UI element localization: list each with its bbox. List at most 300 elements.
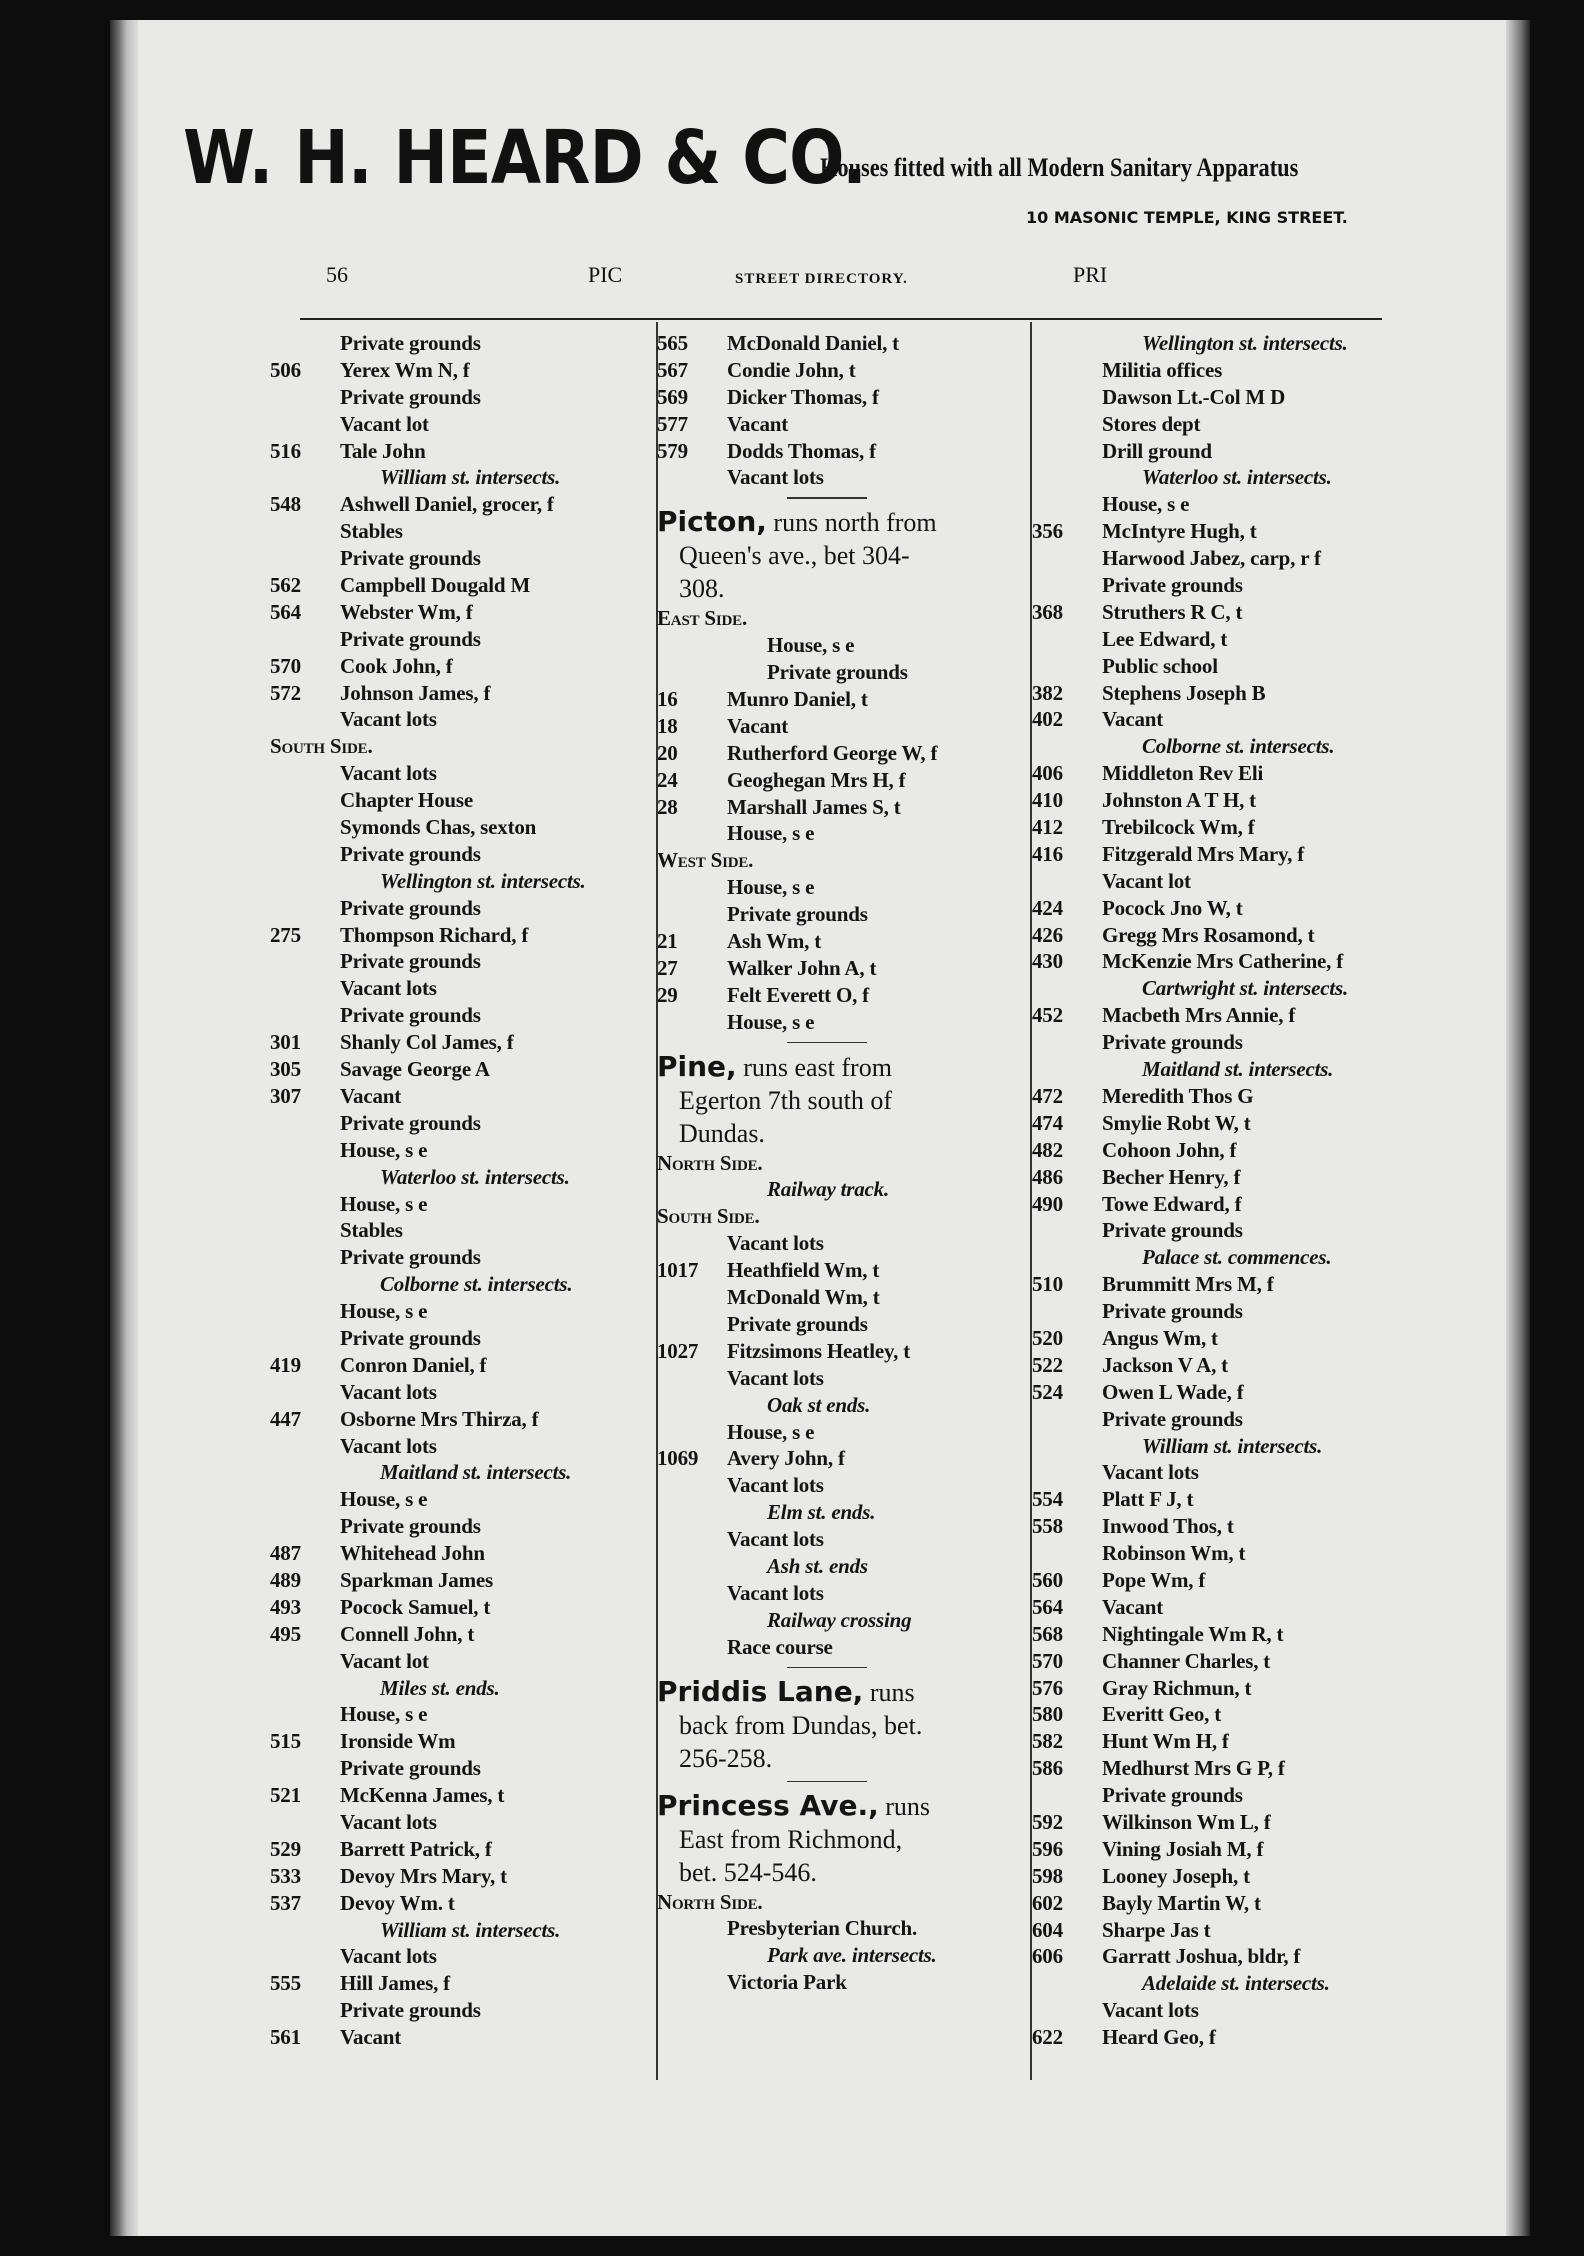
house-number: 560 [1032, 1567, 1063, 1592]
directory-entry [1032, 948, 1392, 975]
house-number: 533 [270, 1863, 301, 1888]
entry-text: Colborne st. intersects. [1142, 734, 1335, 759]
entry-text: Private grounds [1102, 573, 1243, 598]
house-number: 16 [657, 687, 678, 712]
page-title: STREET DIRECTORY. [735, 271, 908, 287]
directory-entry [657, 1338, 1027, 1365]
house-number: 569 [657, 384, 688, 409]
house-number: 520 [1032, 1325, 1063, 1350]
directory-entry [270, 1782, 650, 1809]
house-number: 21 [657, 929, 678, 954]
house-number: 275 [270, 922, 301, 947]
entry-text: Channer Charles, t [1102, 1648, 1271, 1673]
house-number: 24 [657, 767, 678, 792]
house-number: 1069 [657, 1446, 699, 1471]
street-description: runs [885, 1791, 930, 1821]
directory-entry [1032, 599, 1392, 626]
directory-entry [1032, 680, 1392, 707]
cross-street-note [657, 1176, 1027, 1203]
entry-text: William st. intersects. [380, 1917, 561, 1942]
street-name: Priddis Lane, [657, 1674, 864, 1708]
cross-street-note [270, 1459, 650, 1486]
entry-text: Brummitt Mrs M, f [1102, 1272, 1274, 1297]
street-heading [657, 1050, 1027, 1150]
entry-text: Railway crossing [767, 1607, 912, 1632]
directory-entry [270, 706, 650, 733]
entry-text: Lee Edward, t [1102, 626, 1228, 651]
house-number: 548 [270, 492, 301, 517]
entry-text: Private grounds [340, 384, 481, 409]
entry-text: Whitehead John [340, 1541, 485, 1566]
entry-text: Conron Daniel, f [340, 1352, 487, 1377]
house-number: 602 [1032, 1890, 1063, 1915]
directory-entry [270, 2024, 650, 2051]
directory-entry [270, 1406, 650, 1433]
entry-text: Vacant lots [340, 1433, 437, 1458]
house-number: 567 [657, 357, 688, 382]
directory-entry [657, 794, 1027, 821]
street-name: Picton, [657, 505, 767, 539]
directory-entry [270, 438, 650, 465]
street-divider [657, 1661, 1027, 1675]
house-number: 382 [1032, 680, 1063, 705]
house-number: 20 [657, 740, 678, 765]
directory-entry [1032, 2024, 1392, 2051]
house-number: 301 [270, 1030, 301, 1055]
entry-text: Presbyterian Church. [727, 1916, 918, 1941]
directory-entry [1032, 438, 1392, 465]
directory-entry [270, 1540, 650, 1567]
house-number: 604 [1032, 1917, 1063, 1942]
entry-text: Private grounds [1102, 1030, 1243, 1055]
entry-text: Middleton Rev Eli [1102, 761, 1264, 786]
entry-text: Vacant lot [340, 411, 429, 436]
cross-street-note [270, 464, 650, 491]
entry-text: Elm st. ends. [767, 1500, 876, 1525]
directory-entry [1032, 1110, 1392, 1137]
entry-text: Marshall James S, t [727, 794, 901, 819]
entry-text: McDonald Daniel, t [727, 331, 899, 355]
cross-street-note [657, 1392, 1027, 1419]
entry-text: Heard Geo, f [1102, 2025, 1216, 2050]
entry-text: William st. intersects. [380, 465, 561, 490]
directory-entry [657, 1230, 1027, 1257]
directory-entry [1032, 895, 1392, 922]
cross-street-note [270, 1917, 650, 1944]
entry-text: House, s e [727, 875, 815, 900]
street-heading [657, 1789, 1027, 1889]
directory-entry [1032, 1809, 1392, 1836]
house-number: 521 [270, 1783, 301, 1808]
house-number: 506 [270, 357, 301, 382]
directory-entry [270, 1217, 650, 1244]
entry-text: North Side. [657, 1150, 763, 1175]
directory-entry [1032, 841, 1392, 868]
house-number: 424 [1032, 895, 1063, 920]
directory-entry [1032, 787, 1392, 814]
directory-entry [270, 895, 650, 922]
directory-entry [1032, 1675, 1392, 1702]
street-name: Pine, [657, 1049, 737, 1083]
entry-text: Fitzgerald Mrs Mary, f [1102, 841, 1305, 866]
house-number: 570 [270, 653, 301, 678]
entry-text: West Side. [657, 848, 754, 873]
directory-entry [270, 1137, 650, 1164]
side-heading [270, 733, 650, 760]
street-description-continued: 256-258. [679, 1743, 773, 1773]
directory-entry [270, 948, 650, 975]
entry-text: House, s e [1102, 492, 1190, 517]
directory-entry [270, 1863, 650, 1890]
entry-text: Victoria Park [727, 1970, 847, 1995]
street-divider [657, 1036, 1027, 1050]
entry-text: Dodds Thomas, f [727, 438, 876, 463]
directory-entry [270, 1567, 650, 1594]
house-number: 482 [1032, 1137, 1063, 1162]
house-number: 447 [270, 1406, 301, 1431]
directory-entry [1032, 1002, 1392, 1029]
entry-text: McKenna James, t [340, 1783, 505, 1808]
directory-entry [270, 1056, 650, 1083]
entry-text: House, s e [727, 1419, 815, 1444]
house-number: 606 [1032, 1944, 1063, 1969]
cross-street-note [1032, 1433, 1392, 1460]
house-number: 598 [1032, 1863, 1063, 1888]
entry-text: Osborne Mrs Thirza, f [340, 1406, 539, 1431]
directory-entry [657, 713, 1027, 740]
directory-entry [657, 1915, 1027, 1942]
right-guide-word: PRI [1073, 262, 1108, 287]
entry-text: Private grounds [1102, 1783, 1243, 1808]
entry-text: Gray Richmun, t [1102, 1675, 1252, 1700]
cross-street-note [657, 1942, 1027, 1969]
directory-entry [270, 1486, 650, 1513]
directory-entry [1032, 411, 1392, 438]
directory-entry [1032, 626, 1392, 653]
directory-entry [1032, 1890, 1392, 1917]
directory-column-3 [1032, 330, 1392, 2051]
directory-entry [270, 491, 650, 518]
house-number: 489 [270, 1567, 301, 1592]
street-description-continued: Dundas. [679, 1118, 765, 1148]
directory-entry [657, 1311, 1027, 1338]
directory-entry [270, 1755, 650, 1782]
entry-text: Bayly Martin W, t [1102, 1890, 1261, 1915]
entry-text: Garratt Joshua, bldr, f [1102, 1944, 1301, 1969]
entry-text: House, s e [340, 1191, 428, 1216]
entry-text: Vacant lots [340, 707, 437, 732]
entry-text: Vacant lots [340, 1379, 437, 1404]
directory-entry [1032, 1406, 1392, 1433]
directory-entry [1032, 1836, 1392, 1863]
street-description-continued: 308. [679, 574, 725, 604]
entry-text: Medhurst Mrs G P, f [1102, 1756, 1285, 1781]
directory-entry [1032, 1271, 1392, 1298]
entry-text: Owen L Wade, f [1102, 1379, 1244, 1404]
cross-street-note [657, 1607, 1027, 1634]
house-number: 572 [270, 680, 301, 705]
entry-text: Johnston A T H, t [1102, 788, 1256, 813]
house-number: 564 [1032, 1594, 1063, 1619]
directory-entry [657, 686, 1027, 713]
entry-text: Angus Wm, t [1102, 1325, 1218, 1350]
entry-text: East Side. [657, 606, 748, 631]
book-fore-edge [1506, 20, 1530, 2236]
directory-entry [270, 1002, 650, 1029]
cross-street-note [1032, 1244, 1392, 1271]
entry-text: Vacant [340, 2025, 402, 2050]
entry-text: Heathfield Wm, t [727, 1258, 880, 1283]
house-number: 576 [1032, 1675, 1063, 1700]
entry-text: Private grounds [340, 1514, 481, 1539]
directory-entry [270, 626, 650, 653]
directory-entry [1032, 1701, 1392, 1728]
entry-text: Vacant lot [340, 1648, 429, 1673]
entry-text: Vacant lots [340, 1809, 437, 1834]
entry-text: Vacant lots [727, 1527, 824, 1552]
directory-entry [270, 599, 650, 626]
entry-text: Private grounds [340, 1003, 481, 1028]
directory-entry [270, 1191, 650, 1218]
directory-entry [270, 1621, 650, 1648]
directory-entry [1032, 1083, 1392, 1110]
directory-entry [270, 330, 650, 357]
entry-text: House, s e [340, 1299, 428, 1324]
entry-text: Maitland st. intersects. [380, 1460, 572, 1485]
street-divider [657, 1775, 1027, 1789]
directory-entry [270, 1836, 650, 1863]
house-number: 18 [657, 713, 678, 738]
cross-street-note [1032, 330, 1392, 357]
entry-text: Shanly Col James, f [340, 1030, 514, 1055]
advertiser-name: W. H. HEARD & CO. [183, 115, 867, 201]
entry-text: Harwood Jabez, carp, r f [1102, 546, 1321, 571]
directory-entry [270, 814, 650, 841]
directory-entry [657, 1580, 1027, 1607]
house-number: 406 [1032, 761, 1063, 786]
directory-entry [270, 1648, 650, 1675]
directory-entry [270, 1433, 650, 1460]
directory-entry [1032, 1298, 1392, 1325]
house-number: 565 [657, 331, 688, 355]
directory-entry [1032, 1217, 1392, 1244]
directory-entry [270, 653, 650, 680]
house-number: 307 [270, 1083, 301, 1108]
entry-text: Webster Wm, f [340, 599, 473, 624]
entry-text: Miles st. ends. [380, 1675, 500, 1700]
entry-text: Private grounds [767, 660, 908, 685]
house-number: 529 [270, 1836, 301, 1861]
street-description-continued: Egerton 7th south of [679, 1085, 893, 1115]
directory-entry [270, 1890, 650, 1917]
entry-text: Stephens Joseph B [1102, 680, 1266, 705]
entry-text: House, s e [767, 633, 855, 658]
directory-entry [657, 1526, 1027, 1553]
entry-text: Waterloo st. intersects. [1142, 465, 1332, 490]
directory-entry [1032, 1352, 1392, 1379]
entry-text: Vacant lot [1102, 868, 1191, 893]
house-number: 537 [270, 1890, 301, 1915]
house-number: 410 [1032, 788, 1063, 813]
directory-entry [1032, 1379, 1392, 1406]
directory-entry [1032, 1648, 1392, 1675]
entry-text: Becher Henry, f [1102, 1164, 1241, 1189]
entry-text: Platt F J, t [1102, 1487, 1194, 1512]
house-number: 416 [1032, 841, 1063, 866]
entry-text: Private grounds [340, 841, 481, 866]
street-name: Princess Ave., [657, 1788, 879, 1822]
directory-entry [270, 545, 650, 572]
directory-entry [657, 384, 1027, 411]
directory-entry [1032, 1755, 1392, 1782]
directory-entry [657, 632, 1027, 659]
entry-text: Private grounds [340, 1325, 481, 1350]
directory-entry [270, 518, 650, 545]
entry-text: Ash st. ends [767, 1553, 868, 1578]
directory-entry [1032, 1782, 1392, 1809]
house-number: 430 [1032, 949, 1063, 974]
entry-text: Nightingale Wm R, t [1102, 1621, 1284, 1646]
left-guide-word: PIC [588, 262, 623, 287]
directory-entry [1032, 1997, 1392, 2024]
house-number: 495 [270, 1621, 301, 1646]
cross-street-note [1032, 464, 1392, 491]
entry-text: Pocock Jno W, t [1102, 895, 1243, 920]
directory-column-1 [270, 330, 650, 2051]
entry-text: Johnson James, f [340, 680, 491, 705]
entry-text: Park ave. intersects. [767, 1943, 937, 1968]
entry-text: Vacant lots [727, 1580, 824, 1605]
house-number: 515 [270, 1729, 301, 1754]
entry-text: Hill James, f [340, 1971, 450, 1996]
directory-entry [657, 659, 1027, 686]
entry-text: Thompson Richard, f [340, 922, 529, 947]
entry-text: Private grounds [340, 1110, 481, 1135]
directory-entry [1032, 922, 1392, 949]
directory-entry [270, 1701, 650, 1728]
house-number: 28 [657, 794, 678, 819]
directory-entry [1032, 1513, 1392, 1540]
directory-entry [657, 955, 1027, 982]
entry-text: Jackson V A, t [1102, 1352, 1228, 1377]
house-number: 524 [1032, 1379, 1063, 1404]
house-number: 558 [1032, 1514, 1063, 1539]
house-number: 487 [270, 1541, 301, 1566]
directory-entry [270, 1728, 650, 1755]
entry-text: Private grounds [727, 902, 868, 927]
entry-text: Vacant lots [1102, 1998, 1199, 2023]
entry-text: Connell John, t [340, 1621, 475, 1646]
house-number: 570 [1032, 1648, 1063, 1673]
directory-entry [657, 901, 1027, 928]
entry-text: Vining Josiah M, f [1102, 1836, 1264, 1861]
directory-entry [270, 1110, 650, 1137]
entry-text: Campbell Dougald M [340, 573, 531, 598]
entry-text: North Side. [657, 1889, 763, 1914]
book-spine-edge [110, 20, 138, 2236]
entry-text: Vacant lots [727, 1231, 824, 1256]
directory-entry [1032, 1486, 1392, 1513]
house-number: 522 [1032, 1352, 1063, 1377]
entry-text: House, s e [340, 1137, 428, 1162]
street-divider [657, 491, 1027, 505]
entry-text: Maitland st. intersects. [1142, 1057, 1334, 1082]
house-number: 402 [1032, 707, 1063, 732]
entry-text: McIntyre Hugh, t [1102, 519, 1257, 544]
entry-text: Vacant [1102, 707, 1164, 732]
street-heading [657, 505, 1027, 605]
side-heading [657, 1889, 1027, 1916]
entry-text: William st. intersects. [1142, 1433, 1323, 1458]
directory-entry [270, 787, 650, 814]
directory-entry [657, 1419, 1027, 1446]
directory-entry [657, 1634, 1027, 1661]
directory-entry [270, 411, 650, 438]
entry-text: Cohoon John, f [1102, 1137, 1237, 1162]
entry-text: Colborne st. intersects. [380, 1272, 573, 1297]
cross-street-note [1032, 1056, 1392, 1083]
directory-entry [1032, 1325, 1392, 1352]
side-heading [657, 1203, 1027, 1230]
house-number: 426 [1032, 922, 1063, 947]
house-number: 472 [1032, 1083, 1063, 1108]
entry-text: Trebilcock Wm, f [1102, 815, 1255, 840]
entry-text: Walker John A, t [727, 955, 877, 980]
house-number: 474 [1032, 1110, 1063, 1135]
house-number: 1027 [657, 1338, 699, 1363]
entry-text: Oak st ends. [767, 1392, 871, 1417]
directory-entry [1032, 545, 1392, 572]
directory-entry [1032, 1164, 1392, 1191]
directory-entry [270, 841, 650, 868]
cross-street-note [657, 1553, 1027, 1580]
directory-entry [1032, 518, 1392, 545]
entry-text: Devoy Mrs Mary, t [340, 1863, 507, 1888]
house-number: 580 [1032, 1702, 1063, 1727]
entry-text: Inwood Thos, t [1102, 1514, 1234, 1539]
directory-entry [657, 820, 1027, 847]
cross-street-note [1032, 975, 1392, 1002]
entry-text: Sparkman James [340, 1567, 493, 1592]
entry-text: Robinson Wm, t [1102, 1541, 1246, 1566]
cross-street-note [1032, 1970, 1392, 1997]
entry-text: Wellington st. intersects. [1142, 331, 1348, 355]
page-number: 56 [326, 262, 348, 287]
advertisement-banner [183, 115, 1413, 245]
directory-entry [1032, 706, 1392, 733]
entry-text: House, s e [727, 1009, 815, 1034]
entry-text: Vacant lots [727, 1473, 824, 1498]
entry-text: Symonds Chas, sexton [340, 815, 537, 840]
house-number: 490 [1032, 1191, 1063, 1216]
directory-entry [657, 438, 1027, 465]
directory-entry [1032, 491, 1392, 518]
directory-entry [657, 928, 1027, 955]
entry-text: Dicker Thomas, f [727, 384, 879, 409]
cross-street-note [270, 868, 650, 895]
entry-text: Munro Daniel, t [727, 687, 868, 712]
entry-text: Yerex Wm N, f [340, 357, 470, 382]
house-number: 568 [1032, 1621, 1063, 1646]
entry-text: Waterloo st. intersects. [380, 1164, 570, 1189]
house-number: 1017 [657, 1258, 699, 1283]
directory-entry [270, 975, 650, 1002]
directory-entry [1032, 1917, 1392, 1944]
entry-text: Ironside Wm [340, 1729, 456, 1754]
house-number: 412 [1032, 815, 1063, 840]
entry-text: Stables [340, 519, 403, 544]
entry-text: Looney Joseph, t [1102, 1863, 1250, 1888]
